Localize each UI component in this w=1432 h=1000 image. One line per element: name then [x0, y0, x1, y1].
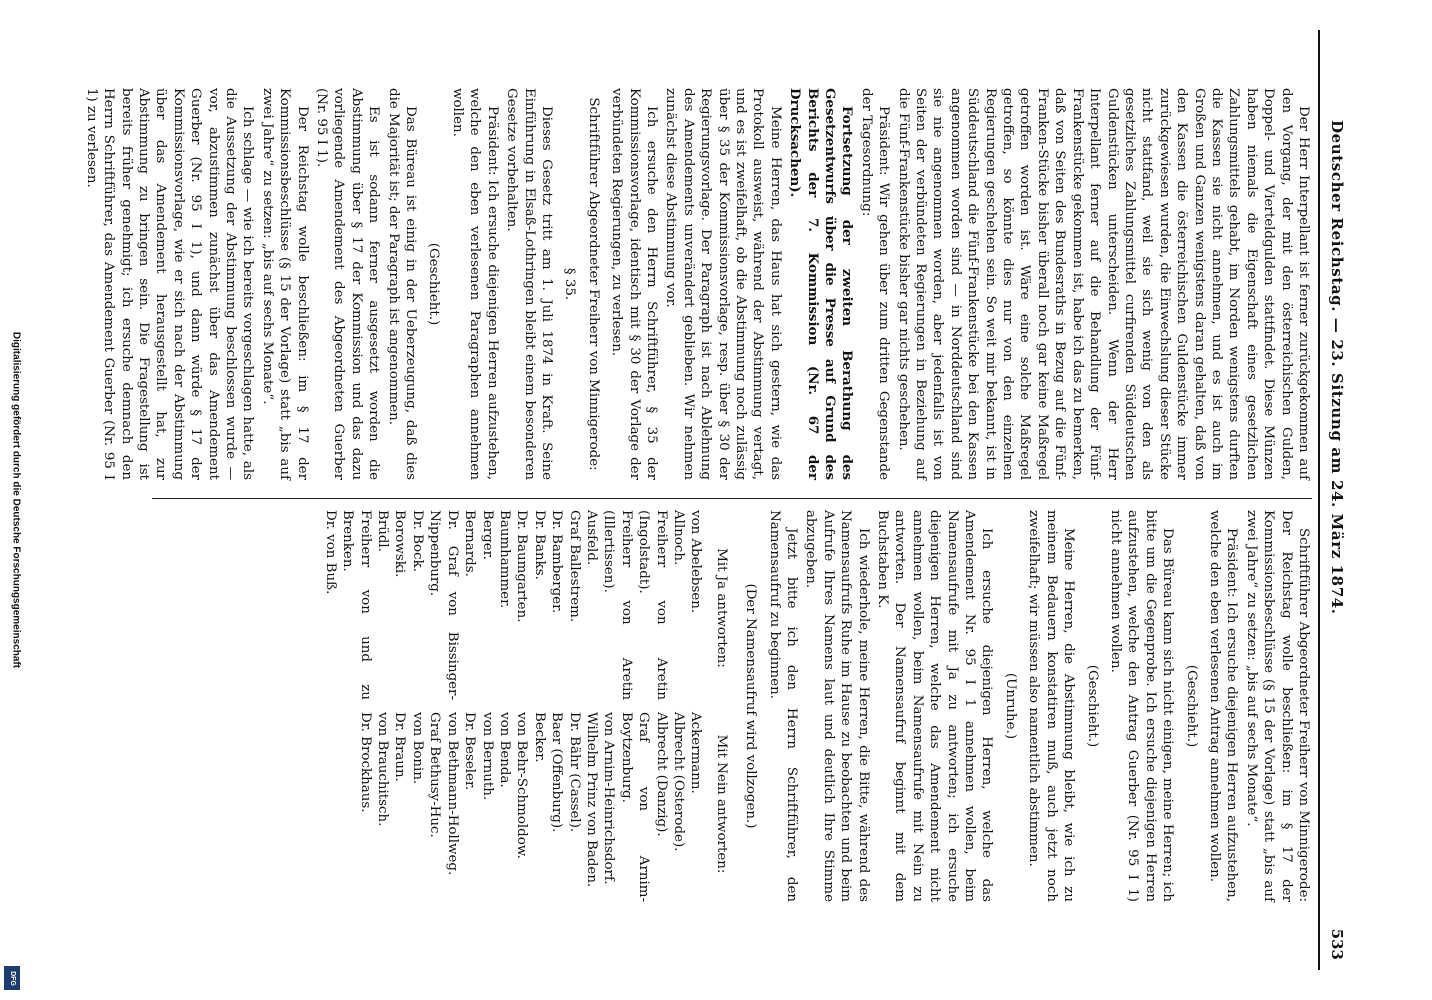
voter-name: Dr. Brockhaus.: [357, 712, 373, 813]
right-column-paragraph: Ich ersuche diejenigen Herren, welche das Amendement Nr. 95 I 1 annehmen wollen, beim Namensaufrufe mit Ja zu antworten; ich ersuche diejenigen Herren, welche das Amendement nicht annehmen wollen, beim Namensaufrufe mit Nein zu antworten. Der Namensaufruf beginnt mit dem Buchstaben K.: [875, 510, 995, 902]
right-column-paragraphs: [742, 510, 1312, 902]
left-column-paragraph: Dieses Gesetz tritt am 1. Juli 1874 in Kraft. Seine Einführung in Elsaß-Lothringen bleibt einem besonderen Gesetze vorbehalten.: [504, 88, 554, 480]
left-column-paragraph: Fortsetzung der zweiten Berathung des Gesetzentwurfs über die Presse auf Grund des Berichts der 7. Kommission (Nr. 67 der Drucksachen).: [787, 88, 856, 480]
running-head: [1322, 40, 1346, 960]
right-column-paragraph: Meine Herren, die Abstimmung bleibt, wie ich zu meinem Bedauern konstatiren muß, auch jetzt noch zweifelhaft; wir müssen also namentlich abstimmen.: [1026, 510, 1077, 902]
voter-name: Borowski.: [392, 510, 408, 578]
voter-name: Albrecht (Danzig).: [653, 712, 669, 837]
voter-name: Graf von Arnim-Boytzenburg.: [618, 712, 652, 902]
voter-name: Becker.: [531, 712, 547, 763]
voter-name: von Abelebsen.: [688, 510, 704, 614]
right-column: [321, 510, 1312, 902]
left-column-paragraph: Ich schlage — wie ich bereits vorgeschlagen hatte, als die Aussetzung der Abstimmung beschlossen wurde — vor, abzustimmen zunächst über das Amendement Guerber (Nr. 95 I 1), und dann würde § 17 der Kommissionsvorlage, wie er sich nach der Abstimmung über das Amendement herausgestellt hat, zur Abstimmung zu bringen sein. Die Fragestellung ist bereits früher genehmigt; ich ersuche demnach den Herrn Schriftführer, das Amendement Guerber (Nr. 95 I 1) zu verlesen.: [83, 88, 256, 480]
right-column-paragraph: Das Büreau kann sich nicht einigen, meine Herren; ich bitte um die Gegenprobe. Ich ersuche diejenigen Herren aufzustehen, welche den Antrag Guerber (Nr. 95 I 1) nicht annehmen wollen.: [1107, 510, 1176, 902]
voter-name: von Bernuth.: [479, 712, 495, 801]
column-divider: [152, 498, 1312, 499]
left-column-paragraph: Der Reichstag wolle beschließen: im § 17 der Kommissionsbeschlüsse (§ 15 der Vorlage) statt „bis auf zwei Jahre“ zu setzen: „bis auf sechs Monate“.: [259, 88, 310, 480]
voter-name: Ausfeld.: [583, 510, 599, 566]
vote-table: [321, 510, 735, 902]
voter-name: von Brauchitsch.: [375, 712, 391, 827]
yes-header: Mit Ja antworten:: [713, 548, 729, 668]
voter-name: Brüdl.: [375, 510, 391, 552]
no-header: Mit Nein antworten:: [713, 734, 729, 874]
left-column-paragraph: Ich ersuche den Herrn Schriftführer, § 35 der Kommissionsvorlage, identisch mit § 30 der Vorlage der verbündeten Regierungen, zu verlesen.: [609, 88, 659, 480]
right-column-paragraph: (Unruhe.): [1002, 672, 1018, 740]
right-column-paragraph: Ich wiederhole, meine Herren, die Bitte, während des Namensaufrufs Ruhe im Hause zu beobachten und beim Aufrufe Ihres Namens laut und deutlich Ihre Stimme abzugeben.: [803, 510, 871, 902]
vote-table-header: [712, 510, 729, 902]
voter-name: Dr. Bähr (Cassel).: [566, 712, 582, 833]
right-column-paragraph: (Geschieht.): [1084, 664, 1100, 748]
left-column-paragraph: Der Herr Interpellant ist ferner zurückgekommen auf den Vorgang, der mit den österreichischen Gulden, Doppel- und Vierteldgulden stattfindet. Diese Münzen haben niemals die Eigenschaft eines gesetzlichen Zahlungsmittels gehabt, im Norden wenigstens durften die Kassen sie nicht annehmen, und es ist auch im Großen und Ganzen wenigstens daran gehalten, daß von den Kassen die österreichischen Guldenstücke immer zurückgewiesen wurden, die Einwechslung dieser Stücke nicht stattfand, weil sie sich wenig von den als gesetzliches Zahlungsmittel curfirenden Süddeutschen Guldenstücken unterscheiden. Wenn der Herr Interpellant ferner auf die Behandlung der Fünf-Frankenstücke gekommen ist, habe ich das zu bemerken, daß von Seiten des Bundesraths in Bezug auf die Fünf-Franken-Stücke bisher überall noch gar keine Maßregel getroffen worden ist. Wäre eine solche Maßregel getroffen, so könnte dies nur von den einzelnen Regierungen geschehen sein. So weit mir bekannt, ist in Süddeutschland die Fünf-Frankenstücke bei den Kassen angenommen worden sind — in Norddeutschland sind sie nie angenommen worden, aber jedenfalls ist von Seiten der verbündeten Regierungen in Beziehung auf die Fünf-Frankenstücke bisher gar nichts geschehen.: [895, 88, 1311, 480]
voter-name: von Benda.: [496, 712, 512, 788]
left-column-paragraph: Es ist sodann ferner ausgesetzt worden die Abstimmung über § 17 der Kommission und das dazu vorliegende Amendement des Abgeordneten Guerber (Nr. 95 I 1).: [314, 88, 382, 480]
right-column-paragraph: Präsident: Ich ersuche diejenigen Herren aufzustehen, welche den eben verlesenen Antrag annehmen wollen.: [1206, 510, 1240, 902]
left-column-paragraph: § 35.: [562, 267, 578, 301]
yes-name-list: [321, 510, 704, 700]
voter-name: Graf Bethusy-Huc.: [427, 712, 443, 838]
page-number: 533: [1328, 928, 1346, 960]
left-column-paragraph: Präsident: Wir gehen über zum dritten Gegenstande der Tagesordnung:: [858, 88, 892, 480]
voter-name: Albrecht (Osterode).: [671, 712, 686, 852]
voter-name: von Bonin.: [409, 712, 425, 785]
header-rule: [1318, 30, 1320, 970]
right-column-paragraph: Jetzt bitte ich den Herrn Schriftführer, den Namensaufruf zu beginnen.: [766, 510, 800, 902]
voter-name: Baer (Offenburg).: [549, 712, 565, 833]
left-column-paragraph: Das Büreau ist einig in der Ueberzeugung, daß dies die Majorität ist; der Paragraph ist angenommen.: [385, 88, 419, 480]
voter-name: Dr. Banks.: [531, 510, 547, 580]
voter-name: Freiherr von Aretin (Ingolstadt).: [636, 510, 669, 700]
voter-name: Dr. Bock.: [409, 510, 425, 572]
voter-name: Dr. Graf von Bissinger-Nippenburg.: [427, 510, 460, 700]
digitization-note: Digitalisierung gefördert durch die Deutsche Forschungsgemeinschaft: [10, 331, 22, 669]
left-column-paragraph: Meine Herren, das Haus hat sich gestern, wie das Protokoll ausweist, während der Abstimmung vertagt, und es ist zweifelhaft, ob die Abstimmung noch zulässig über § 35 der Kommissionsvorlage, resp. über § 30 der Regierungsvorlage. Der Paragraph ist nach Ablehnung des Amendements unverändert geblieben. Wir nehmen zunächst diese Abstimmung vor.: [663, 88, 783, 480]
dfg-logo-text: DFG: [8, 970, 16, 986]
left-column: [80, 88, 1312, 480]
voter-name: Dr. Braun.: [392, 712, 408, 782]
voter-name: Freiherr von und zu Brenken.: [340, 510, 373, 700]
voter-name: Wilhelm Prinz von Baden.: [583, 712, 599, 888]
voter-name: Berger.: [479, 510, 495, 560]
vote-lists: [321, 510, 704, 902]
voter-name: Dr. von Buß.: [322, 510, 338, 595]
right-column-paragraph: (Der Namensaufruf wird vollzogen.): [743, 583, 759, 829]
voter-name: von Behr-Schmoldow.: [514, 712, 530, 859]
no-name-list: [321, 712, 704, 902]
right-column-paragraph: Schriftführer Abgeordneter Freiherr von Minnigerode: Der Reichstag wolle beschließen: im § 17 der Kommissionsbeschlüsse (§ 15 der Vorlage) statt „bis auf zwei Jahre“ zu setzen: „bis auf sechs Monate“.: [1243, 510, 1311, 902]
voter-name: von Arnim-Heinrichsdorf.: [601, 712, 617, 885]
left-column-paragraph: (Geschieht.): [426, 242, 442, 326]
voter-name: Dr. Baumgarten.: [514, 510, 530, 623]
right-column-paragraph: (Geschieht.): [1183, 664, 1199, 748]
voter-name: Ackermann.: [688, 712, 704, 794]
left-column-paragraph: Schriftführer Abgeordneter Freiherr von Minnigerode:: [585, 97, 601, 471]
voter-name: Dr. Bamberger.: [549, 510, 565, 614]
voter-name: Allnoch.: [671, 510, 686, 566]
voter-name: Baumhammer.: [496, 510, 512, 609]
voter-name: von Bethmann-Hollweg.: [444, 712, 460, 876]
page-title: Deutscher Reichstag. — 23. Sitzung am 24. März 1874.: [1328, 120, 1346, 615]
left-column-paragraph: Präsident: Ich ersuche diejenigen Herren aufzustehen, welche den eben verlesenen Paragraphen annehmen wollen.: [449, 88, 500, 480]
voter-name: Bernards.: [462, 510, 478, 577]
voter-name: Dr. Beseler.: [462, 712, 478, 791]
voter-name: Graf Ballestrem.: [566, 510, 582, 623]
voter-name: Freiherr von Aretin (Illertissen).: [601, 510, 634, 700]
